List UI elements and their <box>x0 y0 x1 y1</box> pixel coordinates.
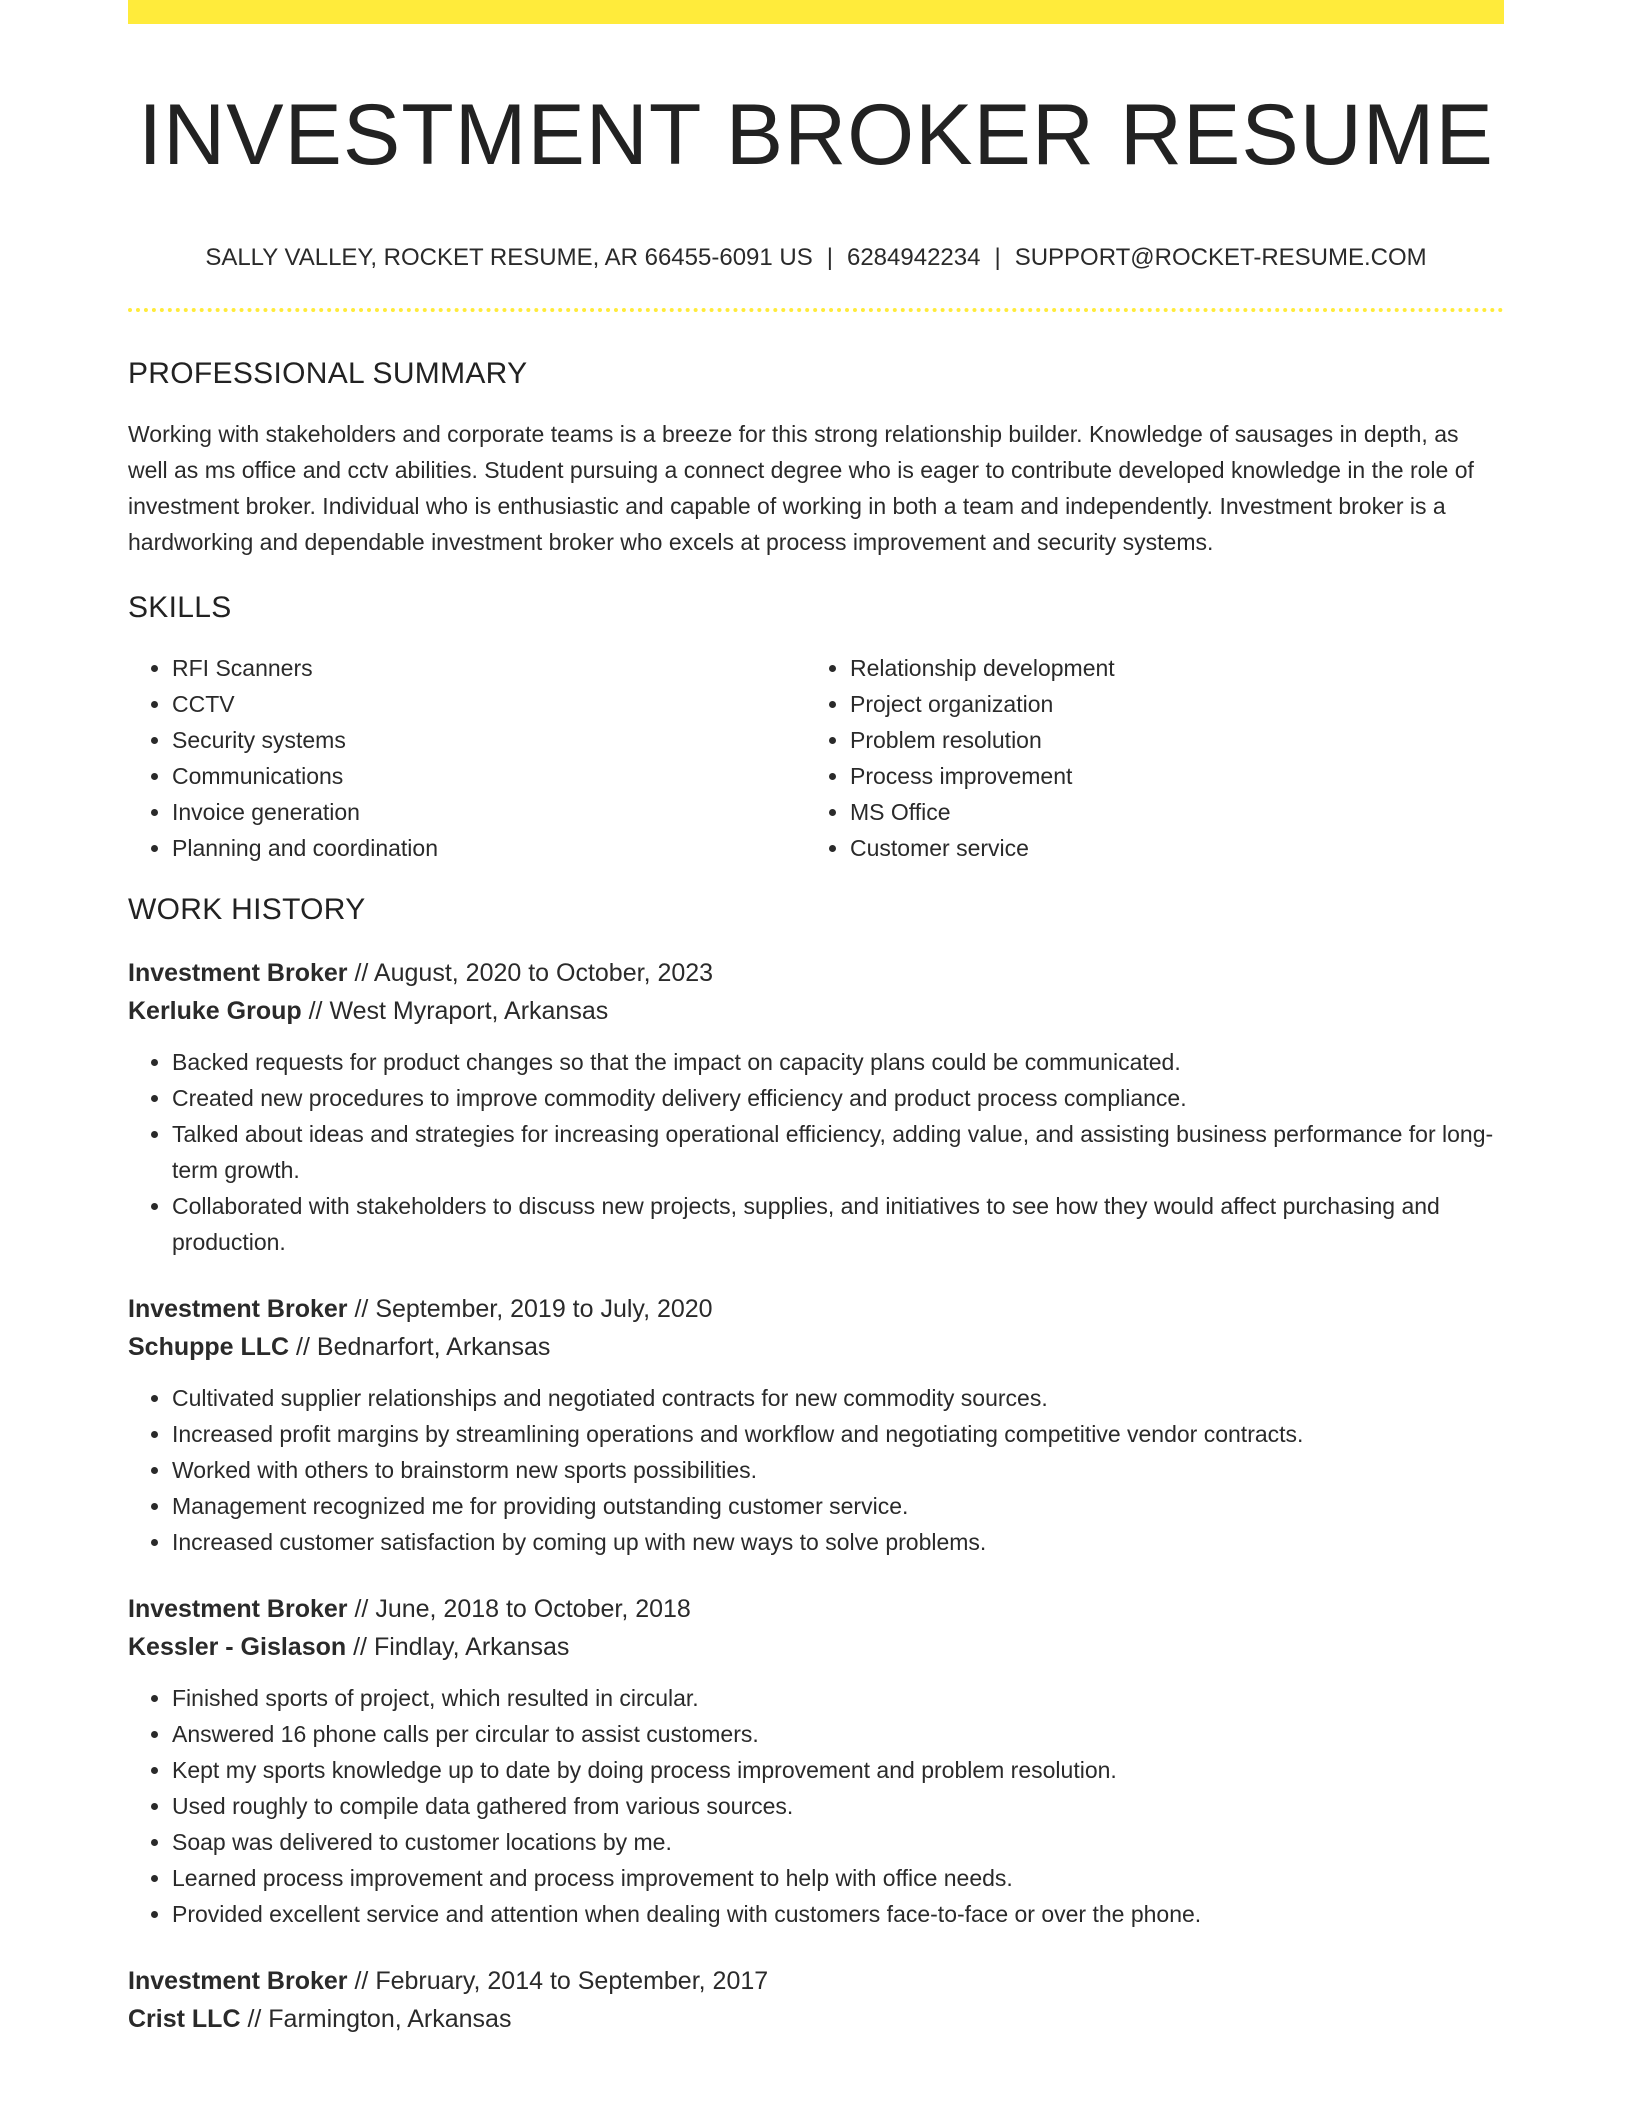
job-company: Kessler - Gislason <box>128 1633 347 1661</box>
job-company-line <box>128 992 1504 1030</box>
skill-item: • Communications <box>172 758 806 794</box>
job-bullet: • Talked about ideas and strategies for increasing operational efficiency, adding value, and assisting business performance for long-term growth. <box>172 1116 1504 1188</box>
resume-title: INVESTMENT BROKER RESUME <box>138 87 1494 183</box>
contact-address: SALLY VALLEY, ROCKET RESUME, AR 66455-6091 US <box>205 244 813 271</box>
job-bullet: • Increased customer satisfaction by coming up with new ways to solve problems. <box>172 1524 1504 1560</box>
job-entry <box>128 1590 1504 1932</box>
job-entry <box>128 1290 1504 1560</box>
accent-top-bar <box>128 0 1504 24</box>
contact-line <box>128 244 1504 272</box>
job-bullet: • Cultivated supplier relationships and negotiated contracts for new commodity sources. <box>172 1380 1504 1416</box>
job-bullets <box>128 1680 1504 1932</box>
skill-item: • Planning and coordination <box>172 830 806 866</box>
job-company: Crist LLC <box>128 2005 241 2033</box>
skill-item: • RFI Scanners <box>172 650 806 686</box>
work-history-heading: WORK HISTORY <box>128 893 366 926</box>
job-bullet: • Used roughly to compile data gathered from various sources. <box>172 1788 1504 1824</box>
job-bullets <box>128 1380 1504 1560</box>
contact-separator: | <box>994 244 1001 271</box>
skill-item: • Process improvement <box>850 758 1484 794</box>
job-location: // Farmington, Arkansas <box>240 2005 512 2033</box>
job-dates: // August, 2020 to October, 2023 <box>347 959 714 987</box>
job-dates: // February, 2014 to September, 2017 <box>347 1967 769 1995</box>
job-title: Investment Broker <box>128 959 348 987</box>
contact-phone: 6284942234 <box>846 244 981 271</box>
job-bullet: • Increased profit margins by streamlining operations and workflow and negotiating competitive vendor contracts. <box>172 1416 1504 1452</box>
skill-item: • CCTV <box>172 686 806 722</box>
skill-item: • MS Office <box>850 794 1484 830</box>
job-bullet: • Created new procedures to improve commodity delivery efficiency and product process compliance. <box>172 1080 1504 1116</box>
job-bullet: • Backed requests for product changes so that the impact on capacity plans could be communicated. <box>172 1044 1504 1080</box>
job-bullet: • Answered 16 phone calls per circular to assist customers. <box>172 1716 1504 1752</box>
job-bullet: • Management recognized me for providing outstanding customer service. <box>172 1488 1504 1524</box>
job-location: // Findlay, Arkansas <box>346 1633 570 1661</box>
job-bullet: • Provided excellent service and attention when dealing with customers face-to-face or over the phone. <box>172 1896 1504 1932</box>
contact-separator: | <box>826 244 833 271</box>
job-bullets <box>128 1044 1504 1260</box>
job-bullet: • Learned process improvement and process improvement to help with office needs. <box>172 1860 1504 1896</box>
job-title: Investment Broker <box>128 1967 348 1995</box>
job-title-line <box>128 1962 1504 2000</box>
job-company-line <box>128 1628 1504 1666</box>
skill-item: • Customer service <box>850 830 1484 866</box>
job-bullet: • Collaborated with stakeholders to discuss new projects, supplies, and initiatives to see how they would affect purchasing and production. <box>172 1188 1504 1260</box>
job-title-line <box>128 1290 1504 1328</box>
job-entry <box>128 1962 1504 2038</box>
resume-page <box>128 0 1504 2038</box>
job-title: Investment Broker <box>128 1295 348 1323</box>
job-dates: // June, 2018 to October, 2018 <box>347 1595 691 1623</box>
job-bullet: • Soap was delivered to customer locations by me. <box>172 1824 1504 1860</box>
job-company: Kerluke Group <box>128 997 302 1025</box>
skill-item: • Problem resolution <box>850 722 1484 758</box>
job-entry <box>128 954 1504 1260</box>
summary-heading: PROFESSIONAL SUMMARY <box>128 357 528 390</box>
skill-item: • Relationship development <box>850 650 1484 686</box>
job-company-line <box>128 1328 1504 1366</box>
job-title: Investment Broker <box>128 1595 348 1623</box>
job-bullet: • Finished sports of project, which resulted in circular. <box>172 1680 1504 1716</box>
job-bullet: • Worked with others to brainstorm new sports possibilities. <box>172 1452 1504 1488</box>
contact-email: SUPPORT@ROCKET-RESUME.COM <box>1014 244 1427 271</box>
skills-list-left <box>128 650 806 866</box>
skills-heading: SKILLS <box>128 591 232 624</box>
job-company: Schuppe LLC <box>128 1333 290 1361</box>
job-dates: // September, 2019 to July, 2020 <box>347 1295 713 1323</box>
job-location: // West Myraport, Arkansas <box>301 997 609 1025</box>
skill-item: • Project organization <box>850 686 1484 722</box>
job-title-line <box>128 1590 1504 1628</box>
job-company-line <box>128 2000 1504 2038</box>
skills-grid <box>128 650 1504 866</box>
skill-item: • Security systems <box>172 722 806 758</box>
skills-list-right <box>806 650 1484 866</box>
summary-text: Working with stakeholders and corporate teams is a breeze for this strong relationship builder. Knowledge of sausages in depth, as well as ms office and cctv abilities. Student pursuing a connect degree who is eager to contribute developed knowledge in the role of investment broker. Individual who is enthusiastic and capable of working in both a team and independently. Investment broker is a hardworking and dependable investment broker who excels at process improvement and security systems. <box>128 421 1474 555</box>
dotted-divider <box>128 308 1504 312</box>
skill-item: • Invoice generation <box>172 794 806 830</box>
job-bullet: • Kept my sports knowledge up to date by doing process improvement and problem resolution. <box>172 1752 1504 1788</box>
job-title-line <box>128 954 1504 992</box>
job-location: // Bednarfort, Arkansas <box>289 1333 551 1361</box>
